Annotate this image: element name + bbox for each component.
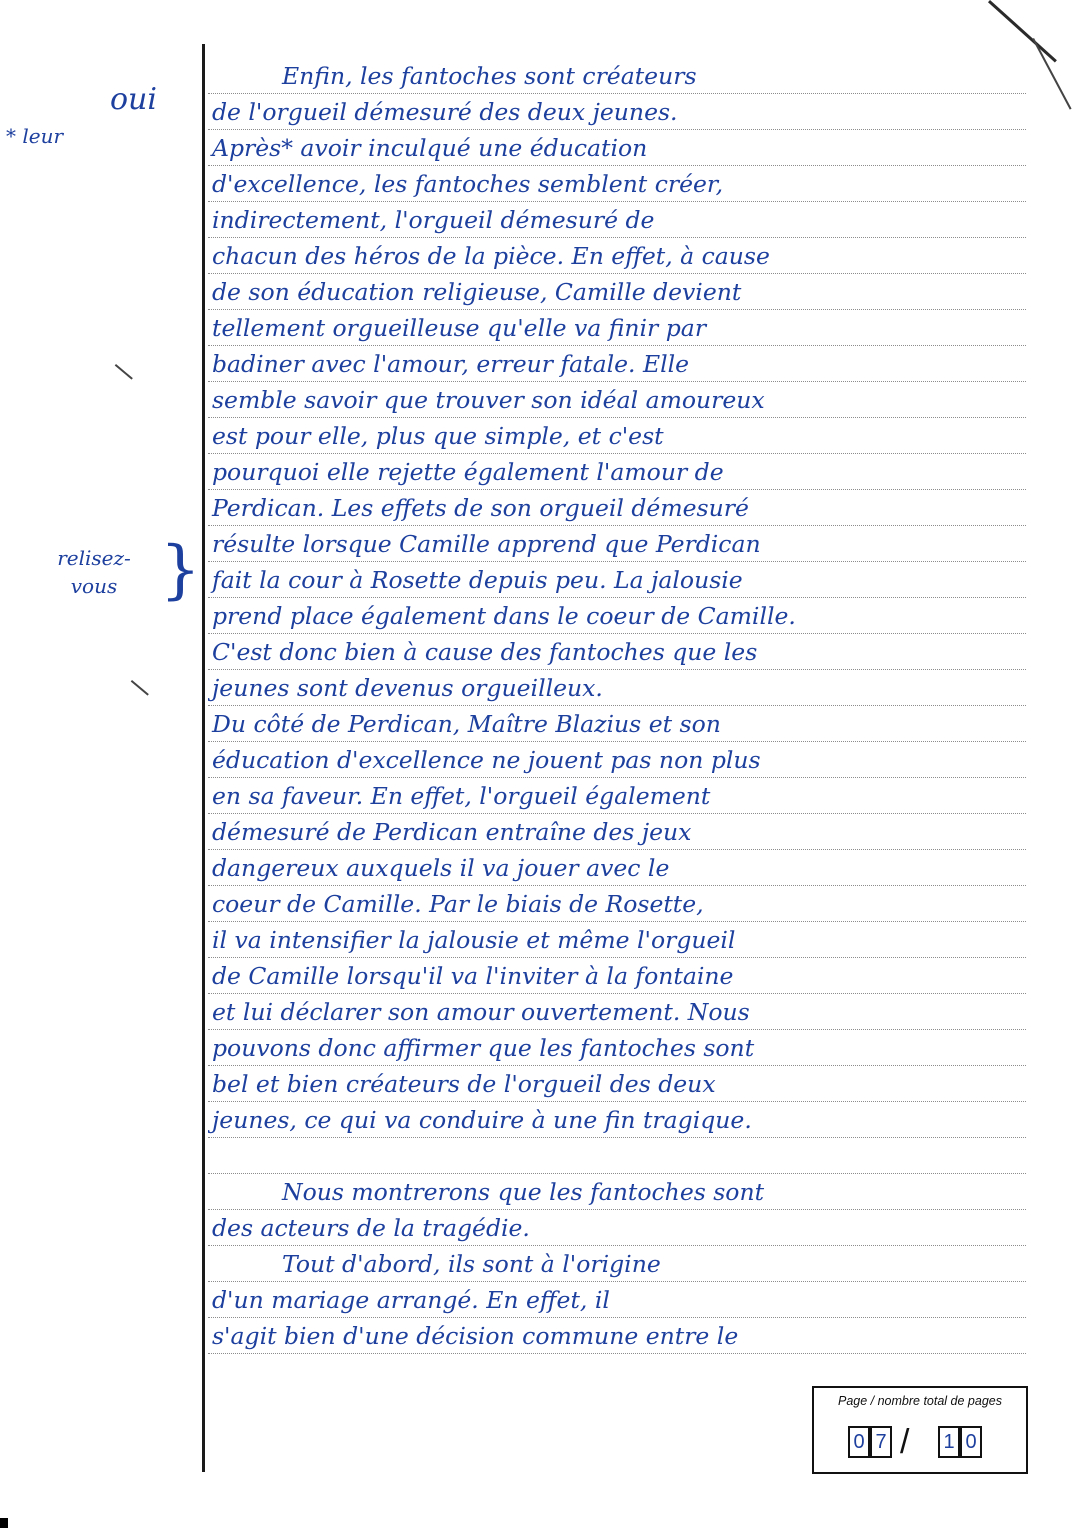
text-line: fait la cour à Rosette depuis peu. La jalousie bbox=[208, 562, 1026, 598]
text-line: dangereux auxquels il va jouer avec le bbox=[208, 850, 1026, 886]
text-line: de Camille lorsqu'il va l'inviter à la fontaine bbox=[208, 958, 1026, 994]
text-line: des acteurs de la tragédie. bbox=[208, 1210, 1026, 1246]
text-line: tellement orgueilleuse qu'elle va finir par bbox=[208, 310, 1026, 346]
margin-tick-mark bbox=[115, 364, 133, 380]
page-separator: / bbox=[900, 1423, 910, 1461]
margin-rule bbox=[202, 44, 205, 1472]
margin-brace: } bbox=[160, 533, 201, 607]
text-line: de son éducation religieuse, Camille devient bbox=[208, 274, 1026, 310]
total-pages-digit: 0 bbox=[960, 1426, 982, 1458]
text-line: éducation d'excellence ne jouent pas non plus bbox=[208, 742, 1026, 778]
blank-ruled-line bbox=[208, 1138, 1026, 1174]
margin-note-relisez-line-1: relisez- bbox=[57, 546, 131, 570]
text-line: jeunes, ce qui va conduire à une fin tragique. bbox=[208, 1102, 1026, 1138]
text-line: il va intensifier la jalousie et même l'orgueil bbox=[208, 922, 1026, 958]
text-line: Après* avoir inculqué une éducation bbox=[208, 130, 1026, 166]
page-edge-mark bbox=[0, 1518, 8, 1528]
corner-fold-mark-secondary bbox=[1032, 38, 1071, 110]
text-line: C'est donc bien à cause des fantoches que les bbox=[208, 634, 1026, 670]
text-line: Du côté de Perdican, Maître Blazius et son bbox=[208, 706, 1026, 742]
text-line: Nous montrerons que les fantoches sont bbox=[208, 1174, 1026, 1210]
text-line: résulte lorsque Camille apprend que Perdican bbox=[208, 526, 1026, 562]
page-number-label: Page / nombre total de pages bbox=[837, 1394, 1002, 1408]
text-line: bel et bien créateurs de l'orgueil des deux bbox=[208, 1066, 1026, 1102]
text-line: d'excellence, les fantoches semblent créer, bbox=[208, 166, 1026, 202]
margin-note-relisez-line-2: vous bbox=[70, 574, 118, 598]
text-line: jeunes sont devenus orgueilleux. bbox=[208, 670, 1026, 706]
text-line: indirectement, l'orgueil démesuré de bbox=[208, 202, 1026, 238]
margin-note-oui: oui bbox=[110, 82, 157, 117]
margin-note-relisez bbox=[46, 544, 142, 600]
ruled-writing-area bbox=[208, 58, 1026, 1378]
current-page-digit: 0 bbox=[848, 1426, 870, 1458]
text-line: pourquoi elle rejette également l'amour de bbox=[208, 454, 1026, 490]
margin-tick-mark bbox=[131, 680, 149, 696]
text-line: Perdican. Les effets de son orgueil démesuré bbox=[208, 490, 1026, 526]
text-line: démesuré de Perdican entraîne des jeux bbox=[208, 814, 1026, 850]
text-line: est pour elle, plus que simple, et c'est bbox=[208, 418, 1026, 454]
text-line: pouvons donc affirmer que les fantoches sont bbox=[208, 1030, 1026, 1066]
text-line: en sa faveur. En effet, l'orgueil également bbox=[208, 778, 1026, 814]
total-pages-digit: 1 bbox=[938, 1426, 960, 1458]
text-line: de l'orgueil démesuré des deux jeunes. bbox=[208, 94, 1026, 130]
corner-fold-mark bbox=[988, 0, 1057, 62]
current-page-digit: 7 bbox=[870, 1426, 892, 1458]
text-line: Enfin, les fantoches sont créateurs bbox=[208, 58, 1026, 94]
text-line: s'agit bien d'une décision commune entre le bbox=[208, 1318, 1026, 1354]
page-number-box bbox=[812, 1386, 1028, 1474]
text-line: et lui déclarer son amour ouvertement. Nous bbox=[208, 994, 1026, 1030]
text-line: badiner avec l'amour, erreur fatale. Elle bbox=[208, 346, 1026, 382]
text-line: semble savoir que trouver son idéal amoureux bbox=[208, 382, 1026, 418]
text-line: Tout d'abord, ils sont à l'origine bbox=[208, 1246, 1026, 1282]
text-line: chacun des héros de la pièce. En effet, à cause bbox=[208, 238, 1026, 274]
text-line: d'un mariage arrangé. En effet, il bbox=[208, 1282, 1026, 1318]
margin-note-leur: * leur bbox=[6, 124, 64, 148]
text-line: coeur de Camille. Par le biais de Rosette, bbox=[208, 886, 1026, 922]
text-line: prend place également dans le coeur de Camille. bbox=[208, 598, 1026, 634]
